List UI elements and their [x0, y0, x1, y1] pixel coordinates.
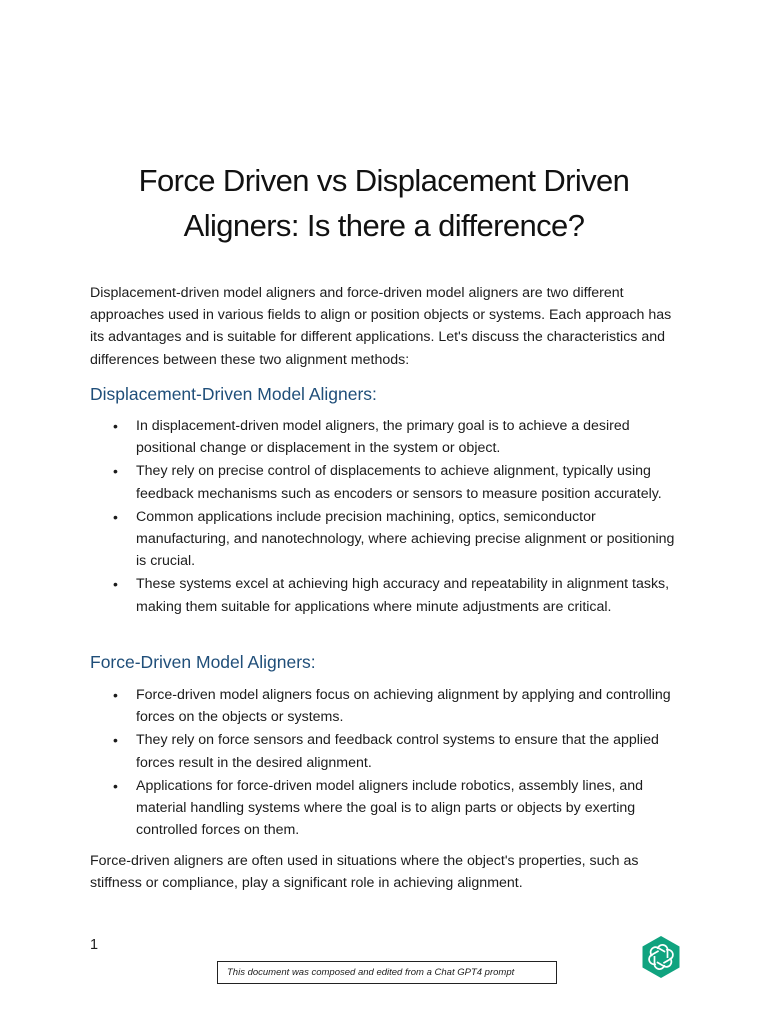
document-title [90, 158, 678, 248]
list-item-text: They rely on precise control of displacements to achieve alignment, typically using feedback mechanisms such as encoders or sensors to measure position accurately. [136, 463, 662, 502]
displacement-heading: Displacement-Driven Model Aligners: [90, 384, 377, 404]
list-item [90, 775, 680, 842]
openai-logo-icon [640, 935, 682, 979]
list-item-text: In displacement-driven model aligners, the primary goal is to achieve a desired positional change or displacement in the system or object. [136, 418, 630, 457]
intro-paragraph: Displacement-driven model aligners and force-driven model aligners are two different approaches used in various fields to align or position objects or systems. Each approach has its advantages and is suitable for different applications. Let's discuss the characteristics and differences between these two alignment methods: [90, 285, 672, 368]
force-heading: Force-Driven Model Aligners: [90, 652, 316, 672]
bullet-icon: • [113, 732, 118, 749]
title-line-2: Aligners: Is there a difference? [183, 208, 585, 243]
bullet-icon: • [113, 418, 118, 434]
page-number: 1 [90, 937, 99, 953]
logo-hexagon [643, 936, 680, 978]
list-item [90, 573, 680, 617]
displacement-list [90, 415, 680, 619]
bullet-icon: • [113, 576, 118, 593]
list-item-text: They rely on force sensors and feedback control systems to ensure that the applied forces result in the desired alignment. [136, 732, 659, 771]
list-item [90, 415, 680, 459]
bullet-icon: • [113, 463, 118, 480]
list-item-text: Applications for force-driven model aligners include robotics, assembly lines, and material handling systems where the goal is to align parts or objects by exerting controlled forces on them. [136, 777, 644, 839]
footer-note: This document was composed and edited from a Chat GPT4 prompt [217, 961, 557, 984]
list-item [90, 729, 680, 773]
bullet-icon: • [113, 508, 118, 525]
force-list [90, 684, 680, 842]
title-line-1: Force Driven vs Displacement Driven [138, 163, 630, 198]
list-item [90, 684, 680, 728]
bullet-icon: • [113, 687, 118, 703]
openai-logo-graphic [640, 935, 682, 979]
list-item-text: Common applications include precision machining, optics, semiconductor manufacturing, and nanotechnology, where achieving precise alignment or positioning is crucial. [136, 508, 675, 570]
closing-paragraph: Force-driven aligners are often used in situations where the object's properties, such as stiffness or compliance, play a significant role in achieving alignment. [90, 853, 639, 892]
list-item [90, 506, 680, 573]
list-item-text: Force-driven model aligners focus on achieving alignment by applying and controlling forces on the objects or systems. [136, 687, 671, 726]
list-item-text: These systems excel at achieving high accuracy and repeatability in alignment tasks, making them suitable for applications where minute adjustments are critical. [136, 576, 670, 615]
list-item [90, 460, 680, 504]
bullet-icon: • [113, 777, 118, 794]
